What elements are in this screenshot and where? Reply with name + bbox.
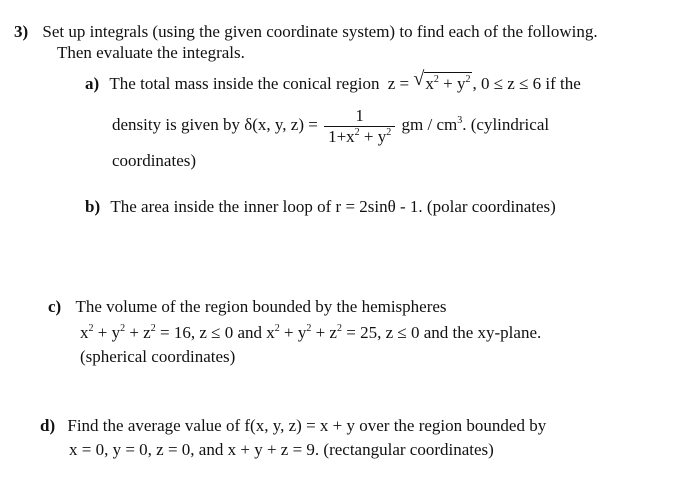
cylindrical-note: . (cylindrical <box>462 115 550 134</box>
part-c-line2 <box>80 323 541 343</box>
sphere-equation-2: $x^2 + y^2 + z^2$ <box>266 323 342 342</box>
part-a-label: a) <box>85 74 100 93</box>
part-d-line2: x = 0, y = 0, z = 0, and x + y + z = 9. (rectangular coordinates) <box>69 440 494 459</box>
part-b-line <box>85 197 556 217</box>
part-b-label: b) <box>85 197 101 216</box>
part-d-line1 <box>40 416 546 436</box>
part-c-label: c) <box>48 297 62 316</box>
problem-intro-line2: Then evaluate the integrals. <box>57 43 245 62</box>
part-d-text1: Find the average value of f(x, y, z) = x + y over the region bounded by <box>67 416 547 435</box>
square-root: √ $x^2 + y^2$ <box>413 68 471 93</box>
part-a-coords: coordinates) <box>112 151 197 170</box>
part-d-label: d) <box>40 416 56 435</box>
part-a-text1: The total mass inside the conical region <box>109 74 380 93</box>
part-a-bounds: , 0 ≤ z ≤ 6 if the <box>472 74 581 93</box>
part-c-line1 <box>48 297 447 317</box>
density-fraction <box>324 106 395 147</box>
part-c-text1: The volume of the region bounded by the hemispheres <box>75 297 447 316</box>
part-c-mid: = 16, z ≤ 0 and <box>159 323 262 342</box>
problem-header <box>14 22 598 42</box>
part-b-text: The area inside the inner loop of r = 2sinθ - 1. (polar coordinates) <box>110 197 556 216</box>
fraction-denominator: $1+x^2 + y^2$ <box>328 126 392 146</box>
sphere-equation-1: $x^2 + y^2 + z^2$ <box>80 323 156 342</box>
cone-equation: z = √ $x^2 + y^2$ <box>387 68 471 93</box>
density-prefix: density is given by δ(x, y, z) = <box>112 115 318 134</box>
problem-number: 3) <box>14 22 29 41</box>
part-a-line1 <box>85 68 581 94</box>
problem-intro-line1: Set up integrals (using the given coordinate system) to find each of the following. <box>42 22 598 41</box>
part-c-line3: (spherical coordinates) <box>80 347 236 366</box>
part-a-line2 <box>112 104 549 147</box>
fraction-numerator: 1 <box>324 106 395 127</box>
part-c-end: = 25, z ≤ 0 and the xy-plane. <box>346 323 542 342</box>
density-units: gm / $cm^3$ <box>401 115 463 134</box>
